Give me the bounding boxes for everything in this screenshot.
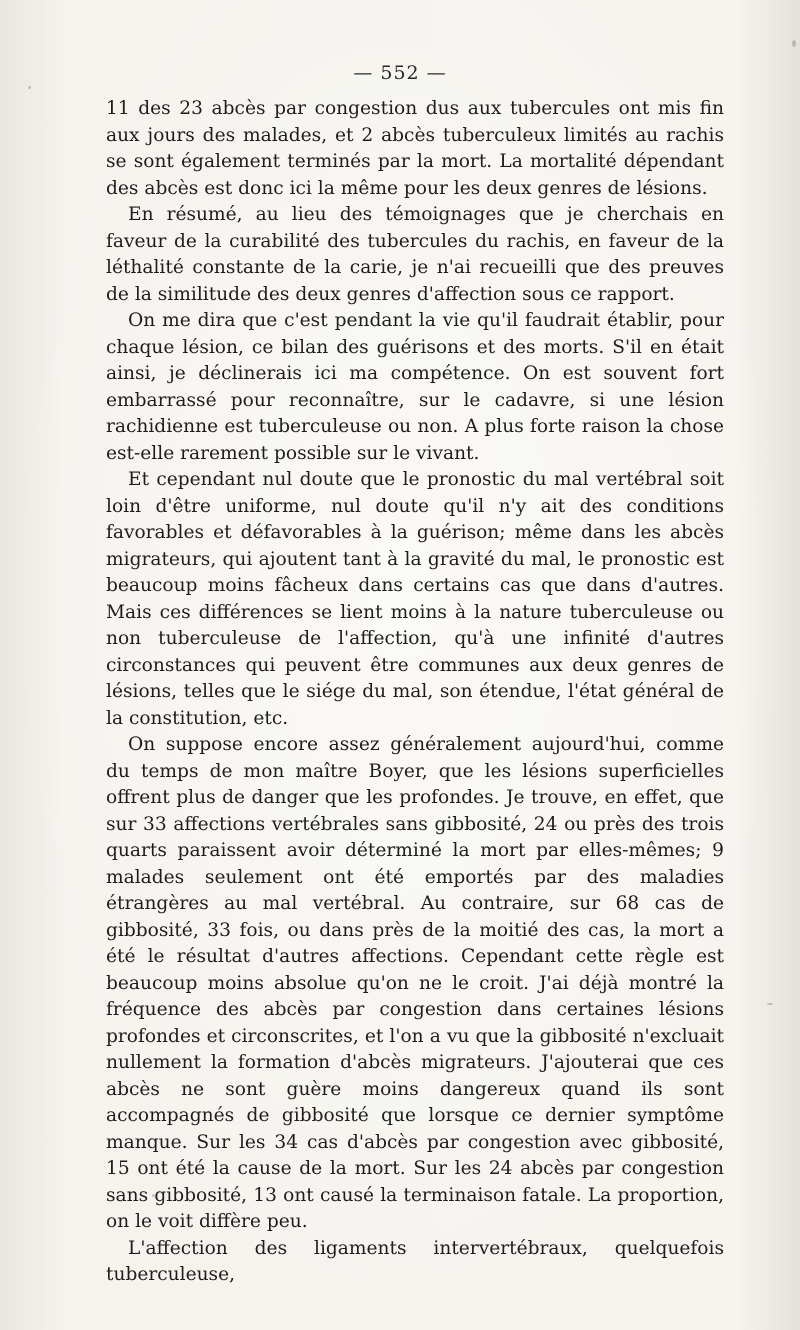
body-text: [106, 96, 724, 1289]
paper-speck: [767, 1003, 773, 1005]
paper-speck: [28, 86, 31, 89]
paragraph-3: On me dira que c'est pendant la vie qu'il faudrait établir, pour chaque lésion, ce bilan des guérisons et des morts. S'il en était ainsi, je déclinerais ici ma compétence. On est souvent fort embarrassé pour reconnaître, sur le cadavre, si une lésion rachidienne est tuberculeuse ou non. A plus forte raison la chose est-elle rarement possible sur le vivant.: [106, 310, 724, 464]
paper-speck: [792, 40, 796, 47]
paragraph-5: On suppose encore assez généralement aujourd'hui, comme du temps de mon maître Boyer, que les lésions superficielles offrent plus de danger que les profondes. Je trouve, en effet, que sur 33 affections vertébrales sans gibbosité, 24 ou près des trois quarts paraissent avoir déterminé la mort par elles-mêmes; 9 malades seulement ont été emportés par des maladies étrangères au mal vertébral. Au contraire, sur 68 cas de gibbosité, 33 fois, ou dans près de la moitié des cas, la mort a été le résultat d'autres affections. Cependant cette règle est beaucoup moins absolue qu'on ne le croit. J'ai déjà montré la fréquence des abcès par congestion dans certaines lésions profondes et circonscrites, et l'on a vu que la gibbosité n'excluait nullement la formation d'abcès migrateurs. J'ajouterai que ces abcès ne sont guère moins dangereux quand ils sont accompagnés de gibbosité que lorsque ce dernier symptôme manque. Sur les 34 cas d'abcès par congestion avec gibbosité, 15 ont été la cause de la mort. Sur les 24 abcès par congestion sans gibbosité, 13 ont causé la terminaison fatale. La proportion, on le voit diffère peu.: [106, 734, 724, 1232]
page-number: — 552 —: [353, 62, 447, 84]
paragraph-4: Et cependant nul doute que le pronostic du mal vertébral soit loin d'être uniforme, nul doute qu'il n'y ait des conditions favorables et défavorables à la guérison; même dans les abcès migrateurs, qui ajoutent tant à la gravité du mal, le pronostic est beaucoup moins fâcheux dans certains cas que dans d'autres. Mais ces différences se lient moins à la nature tuberculeuse ou non tuberculeuse de l'affection, qu'à une infinité d'autres circonstances qui peuvent être communes aux deux genres de lésions, telles que le siége du mal, son étendue, l'état général de la constitution, etc.: [106, 469, 724, 729]
paragraph-2: En résumé, au lieu des témoignages que je cherchais en faveur de la curabilité des tubercules du rachis, en faveur de la léthalité constante de la carie, je n'ai recueilli que des preuves de la similitude des deux genres d'affection sous ce rapport.: [106, 204, 724, 305]
paragraph-6: L'affection des ligaments intervertébraux, quelquefois tuberculeuse,: [106, 1237, 724, 1285]
paragraph-1: 11 des 23 abcès par congestion dus aux tubercules ont mis fin aux jours des malades, et 2 abcès tuberculeux limités au rachis se sont également terminés par la mort. La mortalité dépendant des abcès est donc ici la même pour les deux genres de lésions.: [106, 98, 724, 199]
